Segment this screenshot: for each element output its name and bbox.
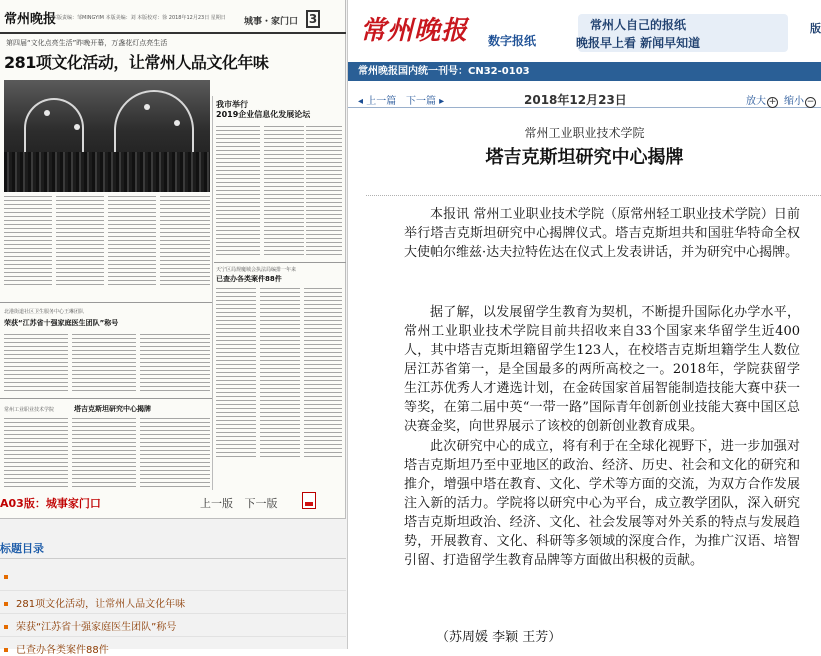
newspaper-section-number: 3 bbox=[306, 10, 320, 28]
article-kicker: 常州工业职业技术学院 bbox=[524, 126, 645, 140]
prev-article-link[interactable]: ◂ 上一篇 bbox=[358, 96, 397, 107]
text-column bbox=[56, 196, 104, 288]
minus-icon: − bbox=[806, 97, 815, 107]
newspaper-kicker: 第四届“文化点亮生活”昨晚开幕，万盏花灯点亮生活 bbox=[6, 39, 168, 47]
text-column bbox=[4, 418, 68, 488]
story-kicker: 天宁区局规魔城会执法局编排一年来 bbox=[216, 267, 297, 273]
story-title[interactable]: 已查办各类案件88件 bbox=[216, 275, 282, 283]
slogan-line-2: 晚报早上看 新闻早知道 bbox=[576, 36, 701, 50]
text-column bbox=[140, 418, 210, 488]
story-kicker: 常州工业职业技术学院 bbox=[4, 407, 55, 413]
next-page-link[interactable]: 下一版 bbox=[244, 497, 278, 510]
bullet-icon bbox=[4, 575, 8, 579]
pdf-icon[interactable] bbox=[302, 492, 316, 509]
page-nav bbox=[200, 495, 286, 511]
newspaper-page-thumbnail[interactable] bbox=[0, 0, 346, 519]
festival-photo bbox=[4, 80, 210, 192]
bullet-icon bbox=[4, 602, 8, 606]
text-column bbox=[72, 334, 136, 394]
prev-page-link[interactable]: 上一版 bbox=[200, 497, 233, 510]
article-title: 塔吉克斯坦研究中心揭牌 bbox=[485, 147, 684, 168]
bullet-icon bbox=[4, 625, 8, 629]
text-column bbox=[140, 334, 210, 394]
toc-item[interactable] bbox=[4, 572, 344, 583]
newspaper-logo: 常州晚报 bbox=[4, 12, 57, 27]
story-title[interactable]: 荣获“江苏省十强家庭医生团队”称号 bbox=[4, 319, 119, 327]
banner-edge-text: 版 bbox=[810, 22, 821, 35]
text-column bbox=[216, 288, 256, 458]
newspaper-masthead bbox=[0, 8, 346, 34]
issn-bar: 常州晚报国内统一刊号：CN32-0103 bbox=[348, 62, 821, 81]
toc-item[interactable]: 281项文化活动，让常州人品文化年味 bbox=[4, 595, 344, 610]
issue-date: 2018年12月23日 bbox=[524, 93, 627, 107]
text-column bbox=[216, 126, 260, 256]
plus-icon: + bbox=[768, 97, 777, 107]
newspaper-meta: 本版责编：邹MINGYIM 本版美编：刘 本版校对：徐 2018年12月23日 星期日 bbox=[52, 15, 226, 21]
article-paragraph: 此次研究中心的成立，将有利于在全球化视野下，进一步加强对塔吉克斯坦乃至中亚地区的政治、经济、历史、社会和文化的研究和推介，增强中塔在教育、文化、学术等方面的交流，为双方合作发展注入新的活力。学院将以研究中心为平台，成立教学团队，深入研究塔吉克斯坦政治、经济、文化、社会发展等对外关系的特点与发展趋势，开展教育、文化、科研等多领域的深度合作，为推广汉语、培智引留、打造留学生教育品牌等方面做出积极的贡献。 bbox=[404, 439, 800, 568]
text-column bbox=[72, 418, 136, 488]
text-column bbox=[306, 126, 342, 256]
text-column bbox=[264, 126, 304, 256]
side-story-title[interactable]: 我市举行 2019企业信息化发展论坛 bbox=[216, 100, 311, 119]
zoom-in-button[interactable]: 放大 + bbox=[746, 96, 777, 107]
toc-item[interactable]: 荣获“江苏省十强家庭医生团队”称号 bbox=[4, 618, 344, 633]
article-nav bbox=[348, 86, 821, 108]
bullet-icon bbox=[4, 648, 8, 652]
text-column bbox=[160, 196, 210, 288]
article-pane bbox=[348, 0, 821, 649]
text-column bbox=[260, 288, 300, 458]
story-title[interactable]: 塔吉克斯坦研究中心揭牌 bbox=[74, 405, 151, 413]
newspaper-headline[interactable]: 281项文化活动，让常州人品文化年味 bbox=[4, 53, 269, 72]
toc-item[interactable]: 已查办各类案件88件 bbox=[4, 641, 344, 656]
page-label: A03版：城事家门口 bbox=[0, 497, 101, 510]
article-byline: （苏周媛 李颖 王芳） bbox=[436, 630, 562, 645]
article-paragraph: 据了解，以发展留学生教育为契机，不断提升国际化办学水平，常州工业职业技术学院目前共招收来自33个国家来华留学生近400人，其中塔吉克斯坦籍留学生123人，在校塔吉克斯坦籍学生人数位居江苏省第一，是全国最多的两所高校之一。2018年，学院获留学生江苏优秀人才遴选计划，在金砖国家首届智能制造技能大赛中获一等奖，在第二届中英“一带一路”国际青年创新创业技能大赛中国区总决赛金奖，向世界展示了该校的创新创业教育成果。 bbox=[404, 305, 800, 434]
page-preview-pane bbox=[0, 0, 348, 656]
slogan-line-1: 常州人自己的报纸 bbox=[590, 18, 687, 32]
newspaper-section: 城事・家门口 bbox=[244, 17, 299, 27]
site-banner bbox=[348, 0, 821, 62]
text-column bbox=[4, 196, 52, 288]
text-column bbox=[304, 288, 342, 458]
article-paragraph: 本报讯 常州工业职业技术学院（原常州轻工职业技术学院）日前举行塔吉克斯坦研究中心揭牌仪式。塔吉克斯坦共和国驻华特命全权大使帕尔维兹·达夫拉特佐达在仪式上发表讲话，并为研究中心揭牌。 bbox=[404, 207, 800, 260]
site-logo[interactable]: 常州晚报 bbox=[360, 16, 469, 46]
zoom-out-button[interactable]: 缩小 − bbox=[784, 96, 815, 107]
text-column bbox=[4, 334, 68, 394]
toc-title: 标题目录 bbox=[0, 542, 44, 555]
story-kicker: 北港街道社区卫生服务中心王琳团队 bbox=[4, 309, 85, 315]
site-subtitle: 数字报纸 bbox=[488, 34, 537, 48]
text-column bbox=[108, 196, 156, 288]
next-article-link[interactable]: 下一篇 ▸ bbox=[406, 96, 445, 107]
